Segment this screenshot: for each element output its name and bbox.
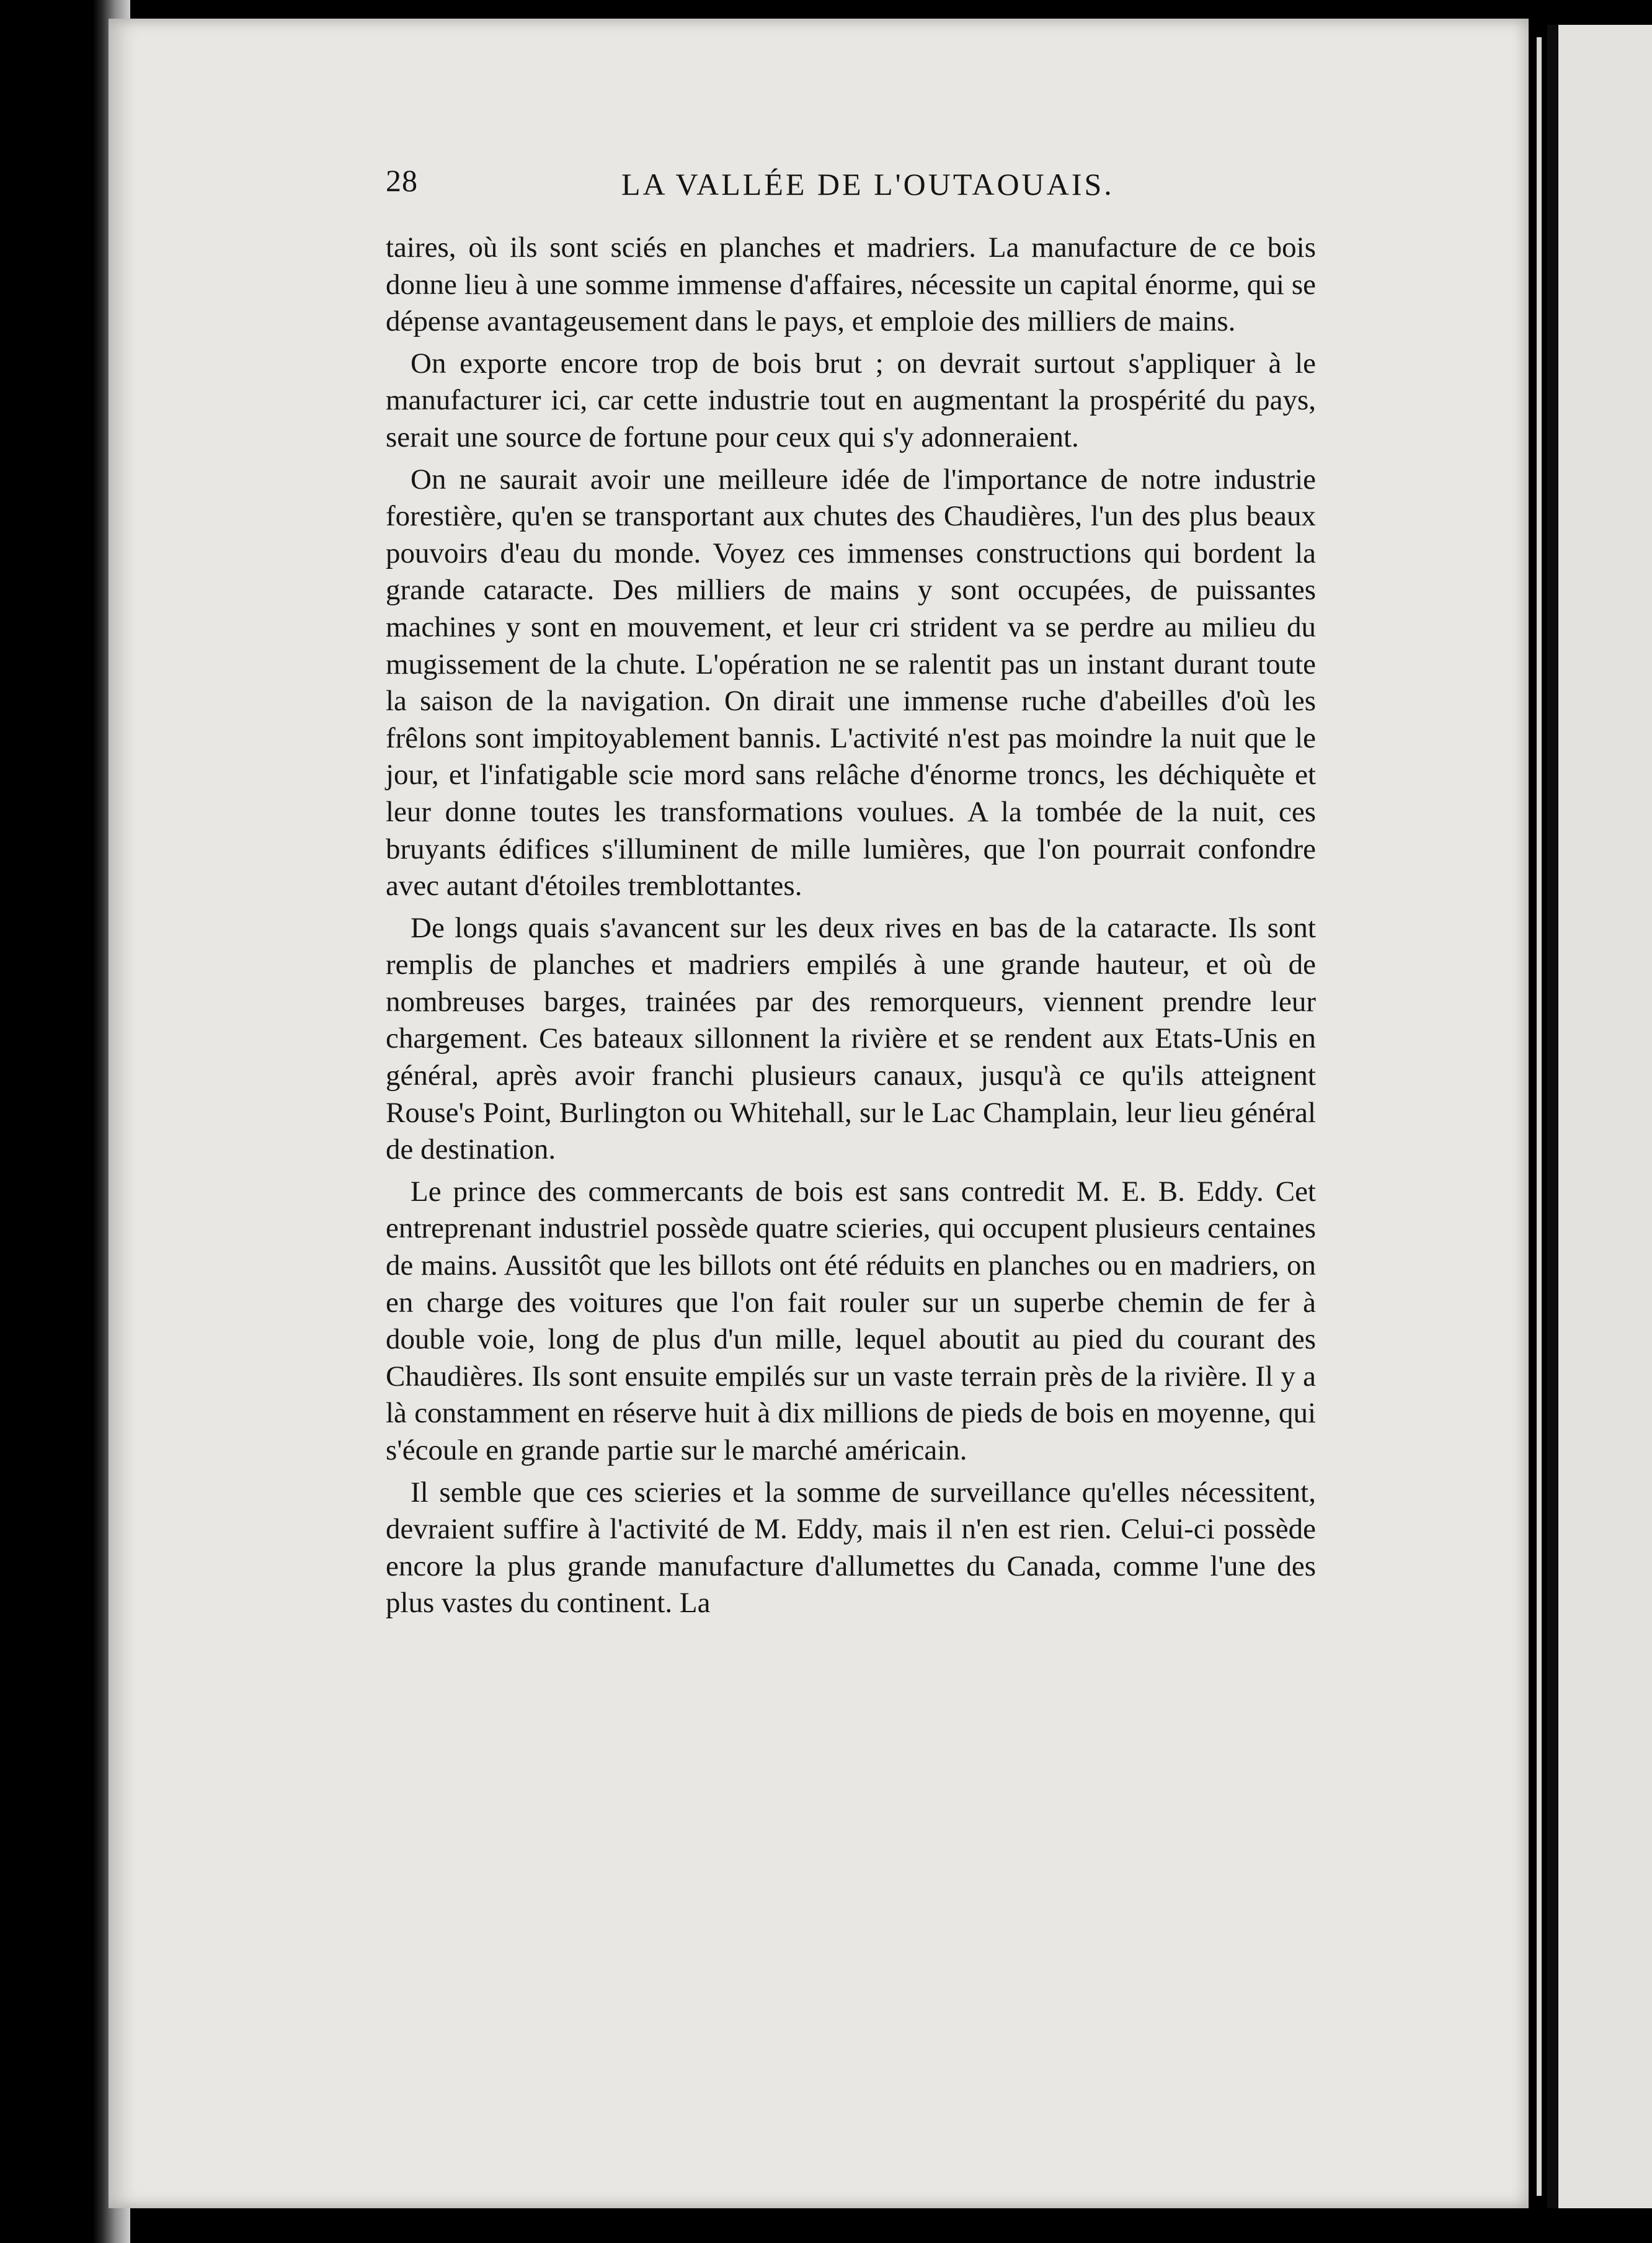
- paragraph: Il semble que ces scieries et la somme de surveillance qu'elles nécessitent, devraient suffire à l'activité de M. Eddy, mais il n'en est rien. Celui-ci possède encore la plus grande manufacture d'allumettes du Canada, comme l'une des plus vastes du continent. La: [386, 1476, 1316, 1620]
- paragraph: De longs quais s'avancent sur les deux rives en bas de la cataracte. Ils sont remplis de planches et madriers empilés à une grande hauteur, et où de nombreuses barges, trainées par des remorqueurs, viennent prendre leur chargement. Ces bateaux sillonnent la rivière et se rendent aux Etats-Unis en général, après avoir franchi plusieurs canaux, jusqu'à ce qu'ils atteignent Rouse's Point, Burlington ou Whitehall, sur le Lac Champlain, leur lieu général de destination.: [386, 911, 1316, 1166]
- paragraph: Le prince des commercants de bois est sans contredit M. E. B. Eddy. Cet entreprenant industriel possède quatre scieries, qui occupent plusieurs centaines de mains. Aussitôt que les billots ont été réduits en planches ou en madriers, on en charge des voitures que l'on fait rouler sur un superbe chemin de fer à double voie, long de plus d'un mille, lequel aboutit au pied du courant des Chaudières. Ils sont ensuite empilés sur un vaste terrain près de la rivière. Il y a là constamment en réserve huit à dix millions de pieds de bois en moyenne, qui s'écoule en grande partie sur le marché américain.: [386, 1175, 1316, 1466]
- page-number: 28: [386, 163, 418, 198]
- paragraph: taires, où ils sont sciés en planches et madriers. La manufacture de ce bois donne lieu à une somme immense d'affaires, nécessite un capital énorme, qui se dépense avantageusement dans le pays, et emploie des milliers de mains.: [386, 231, 1316, 338]
- paragraph: On ne saurait avoir une meilleure idée de l'importance de notre industrie forestière, qu'en se transportant aux chutes des Chaudières, l'un des plus beaux pouvoirs d'eau du monde. Voyez ces immenses constructions qui bordent la grande cataracte. Des milliers de mains y sont occupées, de puissantes machines y sont en mouvement, et leur cri strident va se perdre au milieu du mugissement de la chute. L'opération ne se ralentit pas un instant durant toute la saison de la navigation. On dirait une immense ruche d'abeilles d'où les frêlons sont impitoyablement bannis. L'activité n'est pas moindre la nuit que le jour, et l'infatigable scie mord sans relâche d'énorme troncs, les déchiquète et leur donne toutes les transformations voulues. A la tombée de la nuit, ces bruyants édifices s'illuminent de mille lumières, que l'on pourrait confondre avec autant d'étoiles tremblottantes.: [386, 463, 1316, 903]
- body-text: [386, 230, 1316, 1622]
- running-title: LA VALLÉE DE L'OUTAOUAIS.: [621, 167, 1114, 202]
- page-gutter: [1537, 37, 1542, 2196]
- adjacent-page-edge: [1547, 25, 1652, 2208]
- page-header: [386, 163, 1440, 218]
- paragraph: On exporte encore trop de bois brut ; on devrait surtout s'appliquer à le manufacturer ici, car cette industrie tout en augmentant la prospérité du pays, serait une source de fortune pour ceux qui s'y adonneraient.: [386, 347, 1316, 453]
